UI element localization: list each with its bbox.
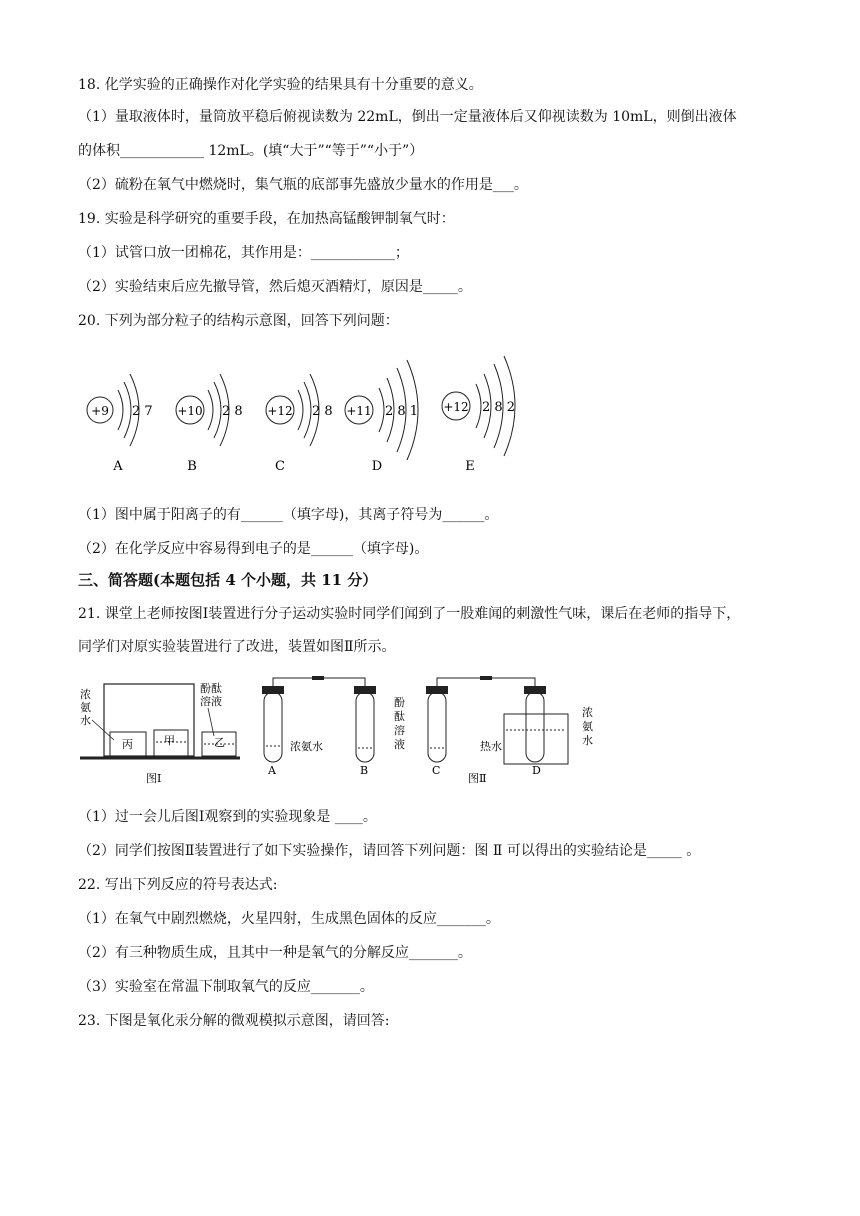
q22-part3: （3）实验室在常温下制取氧气的反应_______。 <box>78 979 374 995</box>
atom-B-letter: B <box>187 459 197 474</box>
svg-text:A: A <box>268 764 276 777</box>
q21-part1: （1）过一会儿后图Ⅰ观察到的实验现象是 ____。 <box>78 809 377 825</box>
q18-part1-line2: 的体积____________ 12mL。(填“大于”“等于”“小于”） <box>78 143 424 159</box>
svg-text:浓: 浓 <box>582 706 593 719</box>
svg-text:乙: 乙 <box>214 736 225 749</box>
q21-part2: （2）同学们按图Ⅱ装置进行了如下实验操作，请回答下列问题：图 Ⅱ 可以得出的实验结论是_____ 。 <box>78 843 701 859</box>
atom-C-electrons: 2 8 <box>312 404 333 419</box>
atom-E <box>442 356 515 474</box>
q19-part2: （2）实验结束后应先撤导管，然后熄灭酒精灯，原因是_____。 <box>78 279 472 295</box>
q22-part1: （1）在氧气中剧烈燃烧，火星四射，生成黑色固体的反应_______。 <box>78 911 500 927</box>
svg-text:浓氨水: 浓氨水 <box>290 740 323 753</box>
q20-part1: （1）图中属于阳离子的有______（填字母)，其离子符号为______。 <box>78 507 499 523</box>
q19-stem: 19. 实验是科学研究的重要手段，在加热高锰酸钾制氧气时： <box>78 211 455 227</box>
svg-text:酚酞: 酚酞 <box>200 682 222 695</box>
atom-A-nucleus: +9 <box>91 404 109 418</box>
atom-A-letter: A <box>113 459 123 474</box>
atom-A <box>87 374 153 474</box>
atom-B <box>176 374 243 474</box>
atom-C-letter: C <box>275 459 285 474</box>
q21-stem-line2: 同学们对原实验装置进行了改进，装置如图Ⅱ所示。 <box>78 639 396 655</box>
atom-A-electrons: 2 7 <box>132 404 153 419</box>
svg-text:C: C <box>432 764 441 777</box>
svg-text:图Ⅰ: 图Ⅰ <box>146 772 162 785</box>
q20-part2: （2）在化学反应中容易得到电子的是______（填字母)。 <box>78 541 429 557</box>
atom-structure-diagrams <box>80 352 540 482</box>
svg-text:氨: 氨 <box>582 720 593 733</box>
svg-text:溶: 溶 <box>394 724 405 737</box>
svg-text:甲: 甲 <box>164 734 175 747</box>
atom-B-nucleus: +10 <box>177 404 203 418</box>
svg-text:水: 水 <box>582 734 593 747</box>
atom-D-nucleus: +11 <box>346 404 372 418</box>
svg-text:液: 液 <box>394 738 405 751</box>
svg-text:B: B <box>360 764 369 777</box>
q23-stem: 23. 下图是氧化汞分解的微观模拟示意图，请回答: <box>78 1013 390 1029</box>
atom-D-letter: D <box>371 459 383 474</box>
svg-text:浓: 浓 <box>80 688 91 701</box>
svg-text:水: 水 <box>80 714 91 727</box>
atom-E-nucleus: +12 <box>443 400 469 414</box>
svg-text:丙: 丙 <box>122 738 133 751</box>
atom-C-nucleus: +12 <box>267 404 293 418</box>
q18-stem: 18. 化学实验的正确操作对化学实验的结果具有十分重要的意义。 <box>78 77 483 93</box>
atom-E-letter: E <box>465 459 475 474</box>
q20-stem: 20. 下列为部分粒子的结构示意图，回答下列问题： <box>78 313 399 329</box>
svg-text:图Ⅱ: 图Ⅱ <box>468 772 487 785</box>
q22-part2: （2）有三种物质生成，且其中一种是氧气的分解反应_______。 <box>78 945 472 961</box>
q18-part2: （2）硫粉在氧气中燃烧时，集气瓶的底部事先盛放少量水的作用是___。 <box>78 177 528 193</box>
atom-C <box>266 374 333 474</box>
atom-E-electrons: 2 8 2 <box>482 400 516 415</box>
q18-part1-line1: （1）量取液体时，量筒放平稳后俯视读数为 22mL，倒出一定量液体后又仰视读数为 10mL，则倒出液体 <box>78 109 737 125</box>
figure-2 <box>262 676 593 785</box>
atom-D-electrons: 2 8 1 <box>385 404 419 419</box>
svg-text:酞: 酞 <box>394 710 405 723</box>
q22-stem: 22. 写出下列反应的符号表达式: <box>78 877 278 893</box>
svg-text:溶液: 溶液 <box>200 695 222 708</box>
q21-stem-line1: 21. 课堂上老师按图Ⅰ装置进行分子运动实验时同学们闻到了一股难闻的刺激性气味，课后在老师的指导下， <box>78 606 741 622</box>
svg-text:D: D <box>532 764 541 777</box>
figure-1 <box>80 681 240 785</box>
atom-B-electrons: 2 8 <box>222 404 243 419</box>
atom-D <box>345 360 418 474</box>
svg-text:酚: 酚 <box>394 696 405 709</box>
section-3-heading: 三、简答题(本题包括 4 个小题，共 11 分） <box>78 571 378 589</box>
q19-part1: （1）试管口放一团棉花，其作用是：____________； <box>78 245 409 261</box>
svg-text:氨: 氨 <box>80 701 91 714</box>
svg-text:热水: 热水 <box>480 740 502 753</box>
molecule-motion-apparatus <box>80 674 620 790</box>
